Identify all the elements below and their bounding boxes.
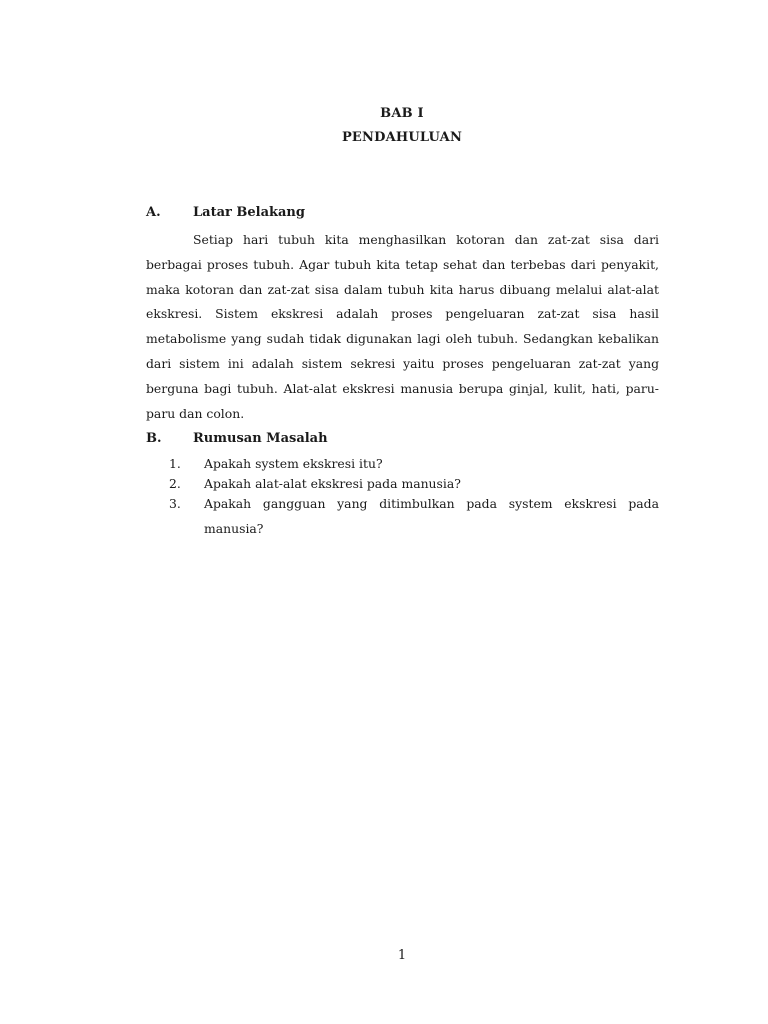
chapter-heading: BAB I: [380, 106, 424, 121]
list-item-text: Apakah system ekskresi itu?: [204, 456, 383, 471]
list-item-text: Apakah gangguan yang ditimbulkan pada system ekskresi pada manusia?: [204, 496, 659, 536]
section-a-letter: A.: [146, 205, 161, 220]
list-item: [146, 475, 659, 492]
section-b-title: Rumusan Masalah: [193, 431, 328, 446]
background-paragraph: Setiap hari tubuh kita menghasilkan kotoran dan zat-zat sisa dari berbagai proses tubuh. Agar tubuh kita tetap sehat dan terbebas dari penyakit, maka kotoran dan zat-zat sisa dalam tubuh kita harus dibuang melalui alat-alat ekskresi. Sistem ekskresi adalah proses pengeluaran zat-zat sisa hasil metabolisme yang sudah tidak digunakan lagi oleh tubuh. Sedangkan kebalikan dari sistem ini adalah sistem sekresi yaitu proses pengeluaran zat-zat yang berguna bagi tubuh. Alat-alat ekskresi manusia berupa ginjal, kulit, hati, paru-paru dan colon.: [146, 232, 659, 421]
list-item: [146, 491, 659, 541]
question-list: [146, 455, 659, 544]
list-item: [146, 455, 659, 472]
list-item-number: 3.: [169, 496, 181, 511]
list-item-number: 2.: [169, 476, 181, 491]
section-a-title: Latar Belakang: [193, 205, 305, 220]
chapter-title: PENDAHULUAN: [341, 130, 463, 145]
list-item-number: 1.: [169, 456, 181, 471]
section-b-letter: B.: [146, 431, 162, 446]
list-item-text: Apakah alat-alat ekskresi pada manusia?: [204, 476, 461, 491]
page-number: 1: [397, 948, 407, 963]
